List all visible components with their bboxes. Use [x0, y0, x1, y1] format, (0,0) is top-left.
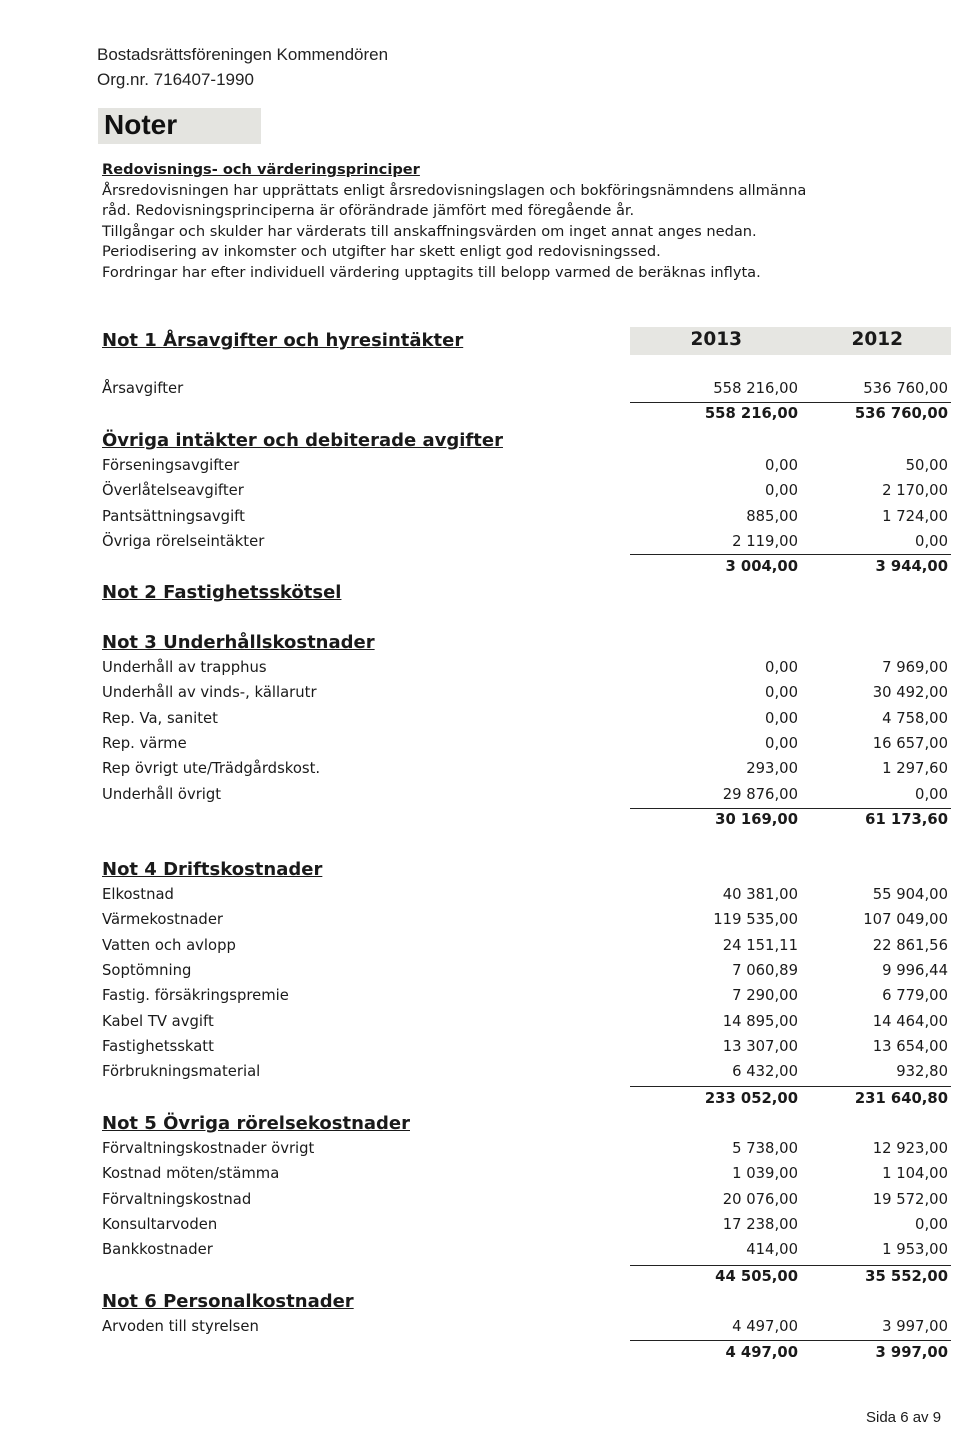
row-label: Kostnad möten/stämma	[102, 1165, 280, 1183]
table-row	[102, 1318, 952, 1340]
row-label: Rep. Va, sanitet	[102, 709, 218, 727]
accounting-principles	[102, 160, 902, 283]
value-2012: 6 779,00	[882, 987, 948, 1005]
value-2013: 1 039,00	[732, 1165, 798, 1183]
year-2012-label: 2012	[851, 329, 903, 350]
value-2013: 5 738,00	[732, 1140, 798, 1157]
total-2013: 233 052,00	[704, 1090, 798, 1107]
total-row	[102, 811, 952, 833]
sum-line	[630, 1340, 951, 1341]
row-label: Övriga rörelseintäkter	[102, 532, 265, 550]
total-2013: 4 497,00	[725, 1344, 798, 1361]
year-header	[630, 327, 951, 355]
table-row	[102, 786, 952, 808]
table-row	[102, 1013, 952, 1035]
value-2012: 2 170,00	[882, 482, 948, 500]
value-2013: 414,00	[746, 1241, 798, 1259]
table-row	[102, 1191, 952, 1213]
row-label: Elkostnad	[102, 886, 174, 903]
row-label: Rep. värme	[102, 734, 187, 752]
value-2012: 3 997,00	[882, 1318, 948, 1335]
value-2013: 17 238,00	[722, 1215, 798, 1233]
value-2013: 0,00	[765, 684, 798, 702]
row-label: Årsavgifter	[102, 380, 184, 397]
row-label: Soptömning	[102, 961, 192, 979]
not2-heading: Not 2 Fastighetsskötsel	[102, 582, 342, 603]
value-2012: 932,80	[896, 1063, 948, 1081]
value-2013: 0,00	[765, 457, 798, 474]
table-row	[102, 482, 952, 504]
organization-number: Org.nr. 716407-1990	[97, 70, 254, 89]
value-2012: 536 760,00	[863, 380, 948, 397]
table-row	[102, 380, 952, 402]
ovriga-heading: Övriga intäkter och debiterade avgifter	[102, 430, 503, 451]
principles-heading: Redovisnings- och värderingsprinciper	[102, 161, 420, 178]
row-label: Kabel TV avgift	[102, 1012, 214, 1030]
value-2013: 293,00	[746, 760, 798, 778]
row-label: Förseningsavgifter	[102, 457, 240, 474]
value-2012: 107 049,00	[863, 911, 948, 929]
value-2013: 14 895,00	[722, 1012, 798, 1030]
row-label: Pantsättningsavgift	[102, 507, 245, 525]
value-2012: 13 654,00	[872, 1037, 948, 1055]
total-row	[102, 1268, 952, 1290]
title-banner	[98, 108, 261, 144]
value-2013: 7 060,89	[732, 961, 798, 979]
principles-line: Fordringar har efter individuell värdering upptagits till belopp varmed de beräknas inflyta.	[102, 263, 761, 281]
table-row	[102, 533, 952, 555]
table-row	[102, 1165, 952, 1187]
value-2012: 16 657,00	[872, 734, 948, 752]
principles-line: Periodisering av inkomster och utgifter har skett enligt god redovisningssed.	[102, 243, 661, 260]
value-2013: 558 216,00	[713, 380, 798, 397]
organization-name: Bostadsrättsföreningen Kommendören	[97, 45, 389, 64]
value-2013: 885,00	[746, 507, 798, 525]
value-2013: 40 381,00	[722, 886, 798, 903]
total-2012: 231 640,80	[854, 1090, 948, 1107]
not5-heading: Not 5 Övriga rörelsekostnader	[102, 1113, 410, 1134]
value-2013: 0,00	[765, 659, 798, 676]
row-label: Konsultarvoden	[102, 1215, 218, 1233]
table-row	[102, 508, 952, 530]
value-2013: 13 307,00	[722, 1037, 798, 1055]
table-row	[102, 1241, 952, 1263]
value-2013: 2 119,00	[732, 532, 798, 550]
row-label: Överlåtelseavgifter	[102, 482, 244, 500]
table-row	[102, 1216, 952, 1238]
total-2012: 61 173,60	[865, 811, 948, 828]
row-label: Bankkostnader	[102, 1241, 213, 1259]
value-2013: 7 290,00	[732, 987, 798, 1005]
year-2013-label: 2013	[690, 329, 742, 350]
sum-line	[630, 402, 951, 403]
value-2013: 0,00	[765, 734, 798, 752]
table-row	[102, 962, 952, 984]
value-2012: 50,00	[905, 457, 948, 474]
value-2012: 22 861,56	[872, 936, 948, 954]
not3-heading: Not 3 Underhållskostnader	[102, 632, 375, 653]
sum-line	[630, 1265, 951, 1266]
table-row	[102, 1063, 952, 1085]
total-2013: 30 169,00	[715, 811, 798, 828]
table-row	[102, 1038, 952, 1060]
row-label: Fastig. försäkringspremie	[102, 987, 289, 1005]
value-2013: 0,00	[765, 709, 798, 727]
table-row	[102, 886, 952, 908]
table-row	[102, 735, 952, 757]
value-2012: 14 464,00	[872, 1012, 948, 1030]
value-2012: 1 297,60	[882, 760, 948, 778]
value-2012: 1 724,00	[882, 507, 948, 525]
row-label: Arvoden till styrelsen	[102, 1318, 259, 1335]
sum-line	[630, 1086, 951, 1087]
principles-line: Tillgångar och skulder har värderats till anskaffningsvärden om inget annat anges nedan.	[102, 222, 757, 240]
value-2013: 0,00	[765, 482, 798, 500]
sum-line	[630, 808, 951, 809]
value-2012: 9 996,44	[882, 961, 948, 979]
value-2013: 4 497,00	[732, 1318, 798, 1335]
table-row	[102, 659, 952, 681]
sum-line	[630, 554, 951, 555]
value-2013: 119 535,00	[713, 911, 798, 929]
not4-heading: Not 4 Driftskostnader	[102, 859, 323, 880]
value-2012: 7 969,00	[882, 659, 948, 676]
total-row	[102, 558, 952, 580]
total-row	[102, 1344, 952, 1366]
value-2013: 24 151,11	[722, 936, 798, 954]
total-2013: 44 505,00	[715, 1268, 798, 1285]
row-label: Underhåll övrigt	[102, 785, 222, 803]
table-row	[102, 1140, 952, 1162]
principles-line: råd. Redovisningsprinciperna är oförändrade jämfört med föregående år.	[102, 202, 635, 219]
table-row	[102, 710, 952, 732]
table-row	[102, 937, 952, 959]
table-row	[102, 760, 952, 782]
value-2012: 0,00	[915, 532, 948, 550]
row-label: Förvaltningskostnader övrigt	[102, 1140, 315, 1157]
row-label: Underhåll av trapphus	[102, 659, 267, 676]
total-row	[102, 1090, 952, 1112]
row-label: Underhåll av vinds-, källarutr	[102, 684, 317, 702]
table-row	[102, 684, 952, 706]
principles-line: Årsredovisningen har upprättats enligt årsredovisningslagen och bokföringsnämndens allmänna	[102, 181, 807, 199]
total-2012: 3 997,00	[875, 1344, 948, 1361]
not6-heading: Not 6 Personalkostnader	[102, 1291, 354, 1312]
page-title: Noter	[104, 109, 178, 140]
value-2012: 55 904,00	[872, 886, 948, 903]
row-label: Vatten och avlopp	[102, 936, 236, 954]
total-2012: 536 760,00	[854, 405, 948, 422]
value-2012: 4 758,00	[882, 709, 948, 727]
total-2012: 3 944,00	[875, 558, 948, 575]
total-2012: 35 552,00	[865, 1268, 948, 1285]
row-label: Förbrukningsmaterial	[102, 1063, 261, 1081]
table-row	[102, 987, 952, 1009]
value-2012: 0,00	[915, 1215, 948, 1233]
value-2012: 30 492,00	[872, 684, 948, 702]
value-2012: 12 923,00	[872, 1140, 948, 1157]
value-2012: 1 104,00	[882, 1165, 948, 1183]
note-1-heading: Not 1 Årsavgifter och hyresintäkter	[102, 330, 464, 351]
table-row	[102, 911, 952, 933]
row-label: Fastighetsskatt	[102, 1037, 214, 1055]
value-2013: 20 076,00	[722, 1190, 798, 1208]
page-number: Sida 6 av 9	[866, 1409, 942, 1426]
total-2013: 3 004,00	[725, 558, 798, 575]
value-2013: 29 876,00	[722, 785, 798, 803]
total-2013: 558 216,00	[704, 405, 798, 422]
value-2013: 6 432,00	[732, 1063, 798, 1081]
value-2012: 19 572,00	[872, 1190, 948, 1208]
table-row	[102, 457, 952, 479]
total-row	[102, 405, 952, 427]
row-label: Värmekostnader	[102, 911, 224, 929]
value-2012: 0,00	[915, 785, 948, 803]
row-label: Rep övrigt ute/Trädgårdskost.	[102, 760, 321, 778]
value-2012: 1 953,00	[882, 1241, 948, 1259]
row-label: Förvaltningskostnad	[102, 1190, 252, 1208]
